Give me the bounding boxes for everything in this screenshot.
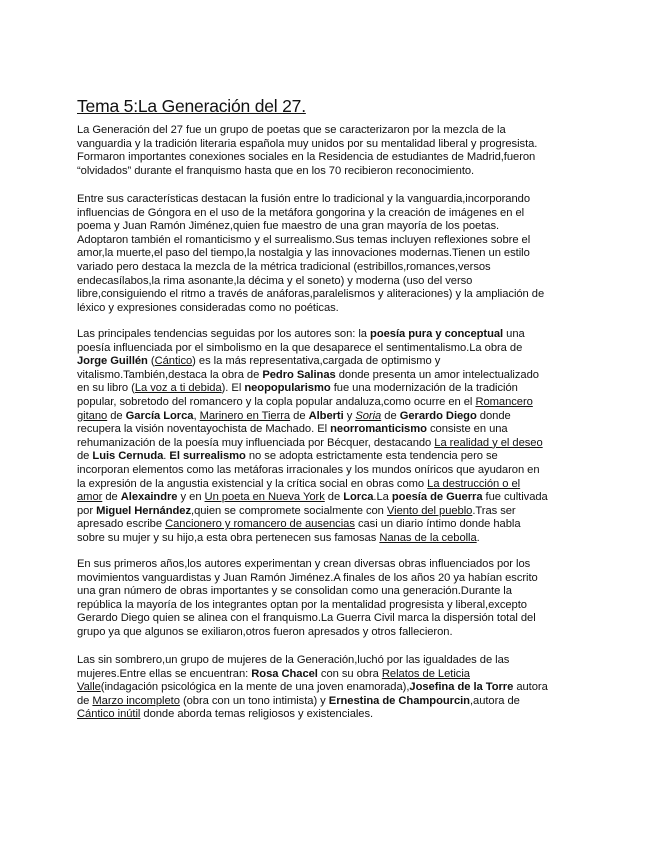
text-line: Gerardo Diego quien se alinea con el franquismo.La Guerra Civil marca la dispersión total del <box>77 612 536 625</box>
work-un-poeta-en-nueva-york: Un poeta en Nueva York <box>204 491 325 504</box>
text-run: ). El <box>221 382 245 395</box>
text-run: por <box>77 504 97 517</box>
author-alexaindre: Alexaindre <box>120 491 178 504</box>
text-run: de <box>381 409 400 422</box>
term-neopopularismo: neopopularismo <box>244 382 331 395</box>
text-line <box>77 491 577 505</box>
work-marzo-incompleto: Marzo incompleto <box>92 694 180 707</box>
text-run: casi un diario íntimo donde habla <box>354 518 521 531</box>
text-line: poesía influenciada por el simbolismo en la que desaparece el sentimentalismo.La obra de <box>77 341 523 354</box>
text-line <box>77 369 577 383</box>
text-run: de <box>102 491 121 504</box>
text-line: Las sin sombrero,un grupo de mujeres de la Generación,luchó por las igualdades de las <box>77 654 510 666</box>
work-la-destruccion: La destrucción o el <box>427 477 521 490</box>
author-luis-cernuda: Luis Cernuda <box>92 450 164 463</box>
text-run: una <box>503 328 525 340</box>
text-run: ,autora de <box>469 694 520 707</box>
text-line: En sus primeros años,los autores experimentan y crean diversas obras influenciados por los <box>77 558 531 570</box>
work-amor: amor <box>77 491 103 504</box>
author-gerardo-diego: Gerardo Diego <box>399 409 477 422</box>
text-line <box>77 681 577 695</box>
text-run: rehumanización de la poesía muy influenciada por Bécquer, destacando <box>77 436 435 449</box>
text-line: una gran número de obras importantes y se consolidan como una generación.Durante la <box>77 585 512 598</box>
text-line: incorporan elementos como las metáforas irracionales y los mundos oníricos que ayudaron en <box>77 463 540 476</box>
text-run: autora <box>513 681 548 694</box>
text-line <box>77 532 577 546</box>
text-line: Entre sus características destacan la fusión entre lo tradicional y la vanguardia,incorporando <box>77 193 530 205</box>
work-romancero: Romancero <box>475 395 533 408</box>
work-marinero-en-tierra: Marinero en Tierra <box>199 409 291 422</box>
text-line <box>77 695 577 709</box>
work-la-realidad-y-el-deseo: La realidad y el deseo <box>434 436 543 449</box>
term-surrealismo: El surrealismo <box>169 450 246 463</box>
term-neorromanticismo: neorromanticismo <box>330 423 427 436</box>
text-run: .La <box>373 491 392 504</box>
text-line <box>77 708 577 722</box>
text-run: y en <box>177 491 205 504</box>
text-run: de <box>290 409 309 422</box>
paragraph-sin-sombrero <box>77 654 577 722</box>
text-run: (indagación psicológica en la mente de una joven enamorada), <box>100 681 410 694</box>
text-line <box>77 518 577 532</box>
text-run: de <box>77 450 93 463</box>
text-run: consiste en una <box>426 423 508 436</box>
text-line: “olvidados” durante el franquismo hasta que en los 70 recibieron reconocimiento. <box>77 164 475 177</box>
text-run: sobre su mujer y su hijo,a esta obra pertenecen sus famosas <box>77 531 380 544</box>
text-line <box>77 328 577 342</box>
text-line: grupo ya que algunos se exiliaron,otros fueron apresados y otros fallecieron. <box>77 625 453 638</box>
work-cantico-inutil: Cántico inútil <box>77 708 141 721</box>
term-poesia-de-guerra: poesía de Guerra <box>391 491 483 504</box>
text-run: ( <box>147 355 155 368</box>
author-jorge-guillen: Jorge Guillén <box>77 355 148 368</box>
text-line <box>77 382 577 396</box>
text-line: movimientos vanguardistas y Juan Ramón Jiménez.A finales de los años 20 ya habían escrito <box>77 571 538 584</box>
work-cantico: Cántico <box>154 355 193 368</box>
work-cancionero: Cancionero y romancero de ausencias <box>165 518 355 531</box>
text-line: variado pero destaca la mezcla de la métrica tradicional (estribillos,romances,versos <box>77 260 491 273</box>
text-line: Formaron importantes conexiones sociales en la Residencia de estudiantes de Madrid,fueron <box>77 151 536 164</box>
text-line: república la mayoría de los integrantes optan por la mentalidad progresista y liberal,excepto <box>77 598 527 611</box>
text-line <box>77 437 577 451</box>
term-poesia-pura: poesía pura y conceptual <box>370 328 504 340</box>
text-run: donde <box>476 409 511 422</box>
text-line <box>77 355 577 369</box>
text-run: donde presenta un amor intelectualizado <box>335 368 539 381</box>
text-run: popular, sobretodo del romancero y la copla popular andaluza,como ocurre en el <box>77 395 476 408</box>
text-line <box>77 410 577 424</box>
text-line: Adoptaron también el romanticismo y el surrealismo.Sus temas incluyen reflexiones sobre el <box>77 233 531 246</box>
paragraph-intro <box>77 124 577 178</box>
author-miguel-hernandez: Miguel Hernández <box>96 504 192 517</box>
text-line <box>77 423 577 437</box>
text-line: endecasílabos,la rima asonante,la décima y el soneto) y moderna (uso del verso <box>77 274 473 287</box>
text-line: La Generación del 27 fue un grupo de poetas que se caracterizaron por la mezcla de la <box>77 124 506 136</box>
author-josefina-de-la-torre: Josefina de la Torre <box>409 681 514 694</box>
author-ernestina-de-champourcin: Ernestina de Champourcin <box>328 694 470 707</box>
text-run: ,quien se compromete socialmente con <box>191 504 387 517</box>
text-run: de <box>107 409 126 422</box>
work-la-voz-a-ti-debida: La voz a ti debida <box>134 382 222 395</box>
text-run: recupera la visión noventayochista de Machado. El <box>77 423 331 436</box>
author-lorca: Lorca <box>343 491 374 504</box>
work-valle: Valle <box>77 681 101 694</box>
text-line <box>77 668 577 682</box>
text-run: y <box>343 409 356 422</box>
text-run: de <box>77 694 93 707</box>
text-run: de <box>324 491 344 504</box>
text-run: apresado escribe <box>77 518 166 531</box>
text-run: fue una modernización de la tradición <box>330 382 518 395</box>
text-run: . <box>476 531 480 544</box>
text-run: . <box>163 450 170 463</box>
text-run: no se adopta estrictamente esta tendencia pero se <box>245 450 498 463</box>
work-gitano: gitano <box>77 409 108 422</box>
text-run: donde aborda temas religiosos y existenciales. <box>140 708 374 721</box>
work-nanas-de-la-cebolla: Nanas de la cebolla <box>379 531 477 544</box>
text-line: poema y Juan Ramón Jiménez,quien fue maestro de una gran mayoría de los poetas. <box>77 220 500 233</box>
text-line: libre,consiguiendo el ritmo a través de anáforas,paralelismos y aliteraciones) y la ampliación de <box>77 288 545 301</box>
paragraph-tendencies <box>77 328 577 546</box>
work-relatos-de-leticia: Relatos de Leticia <box>381 667 470 680</box>
text-run: con su obra <box>317 667 382 680</box>
text-run: la expresión de la angustia existencial y la crítica social en obras como <box>77 477 428 490</box>
text-line: léxico y expresiones consideradas como no poéticas. <box>77 301 339 314</box>
text-line <box>77 478 577 492</box>
text-line <box>77 450 577 464</box>
author-alberti: Alberti <box>308 409 344 422</box>
text-line <box>77 396 577 410</box>
text-run: vitalismo.También,destaca la obra de <box>77 368 263 381</box>
author-garcia-lorca: García Lorca <box>125 409 194 422</box>
text-run: ) es la más representativa,cargada de optimismo y <box>192 355 441 368</box>
text-run: en su libro ( <box>77 382 135 395</box>
paragraph-characteristics <box>77 193 577 315</box>
text-run: , <box>193 409 200 422</box>
work-soria: Soria <box>355 409 382 422</box>
paragraph-history <box>77 558 577 640</box>
text-run: .Tras ser <box>472 504 516 517</box>
text-line: influencias de Góngora en el uso de la metáfora gongorina y la creación de imágenes en el <box>77 206 525 219</box>
page-title: Tema 5:La Generación del 27. <box>77 96 306 116</box>
text-line: vanguardia y la tradición literaria española muy unidos por su mentalidad liberal y progresista. <box>77 137 538 150</box>
author-pedro-salinas: Pedro Salinas <box>262 368 336 381</box>
text-run: (obra con un tono intimista) y <box>179 694 329 707</box>
text-line: amor,la muerte,el paso del tiempo,la nostalgia y las innovaciones modernas.Tienen un estilo <box>77 247 530 260</box>
text-run: Las principales tendencias seguidas por los autores son: la <box>77 328 371 340</box>
text-line <box>77 505 577 519</box>
text-run: mujeres.Entre ellas se encuentran: <box>77 667 252 680</box>
work-viento-del-pueblo: Viento del pueblo <box>386 504 473 517</box>
author-rosa-chacel: Rosa Chacel <box>251 667 318 680</box>
text-run: fue cultivada <box>482 491 548 504</box>
